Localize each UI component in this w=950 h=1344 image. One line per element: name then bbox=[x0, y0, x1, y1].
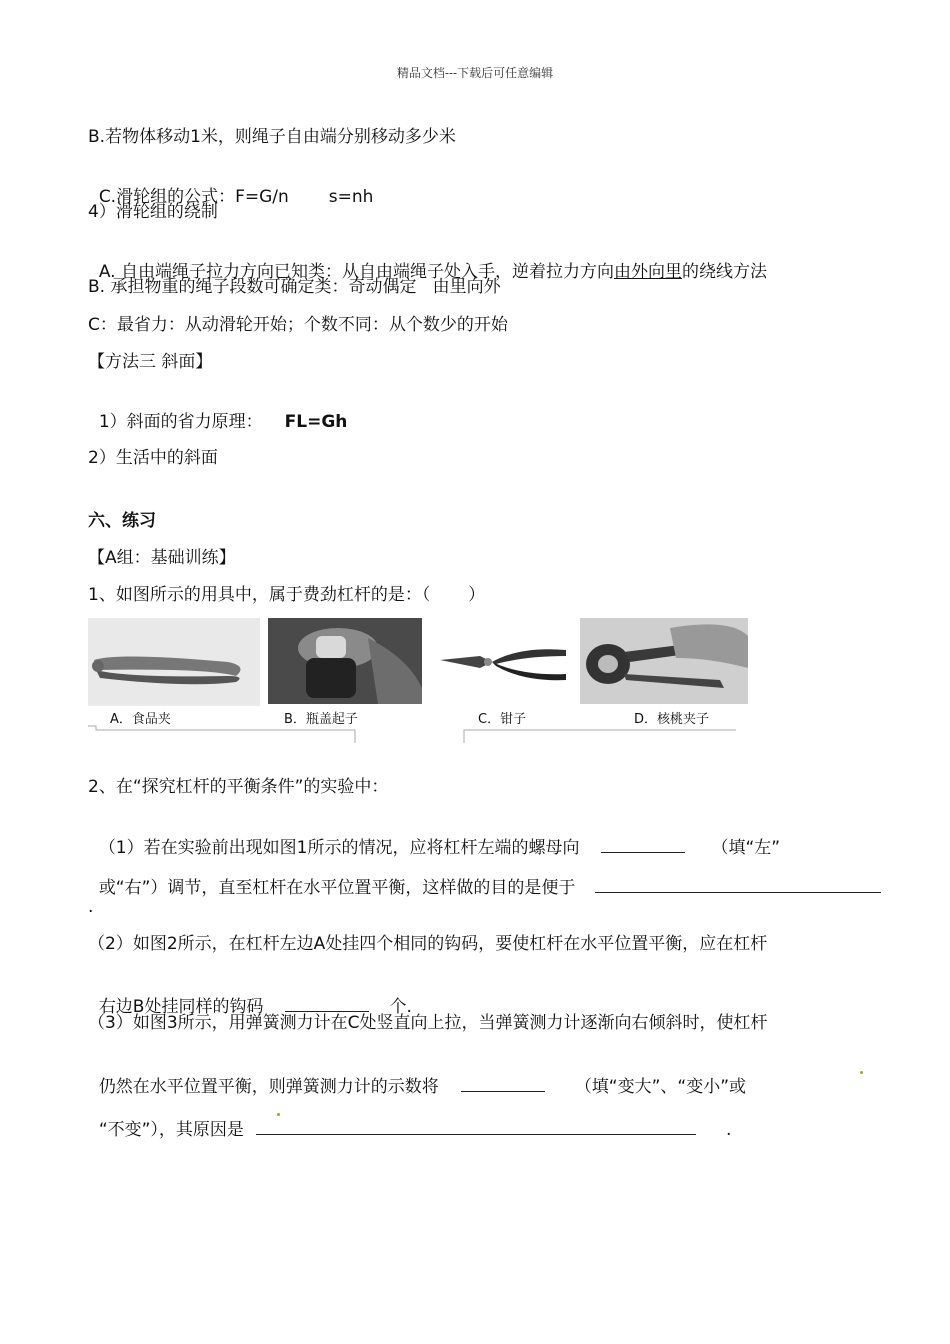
text-segment: A. 自由端绳子拉力方向已知类：从自由端绳子处入手，逆着拉力方向 bbox=[98, 262, 614, 282]
mark-dot bbox=[860, 1071, 863, 1074]
text-segment: （1）若在实验前出现如图1所示的情况，应将杠杆左端的螺母向 bbox=[98, 838, 580, 858]
text-segment: 右边B处挂同样的钩码 bbox=[98, 997, 264, 1017]
text-segment: 或“右”）调节，直至杠杆在水平位置平衡，这样做的目的是便于 bbox=[98, 878, 576, 898]
text-line: 2）生活中的斜面 bbox=[88, 448, 218, 468]
text-segment: “不变”），其原因是 bbox=[98, 1120, 244, 1140]
text-segment: （填“变大”、“变小”或 bbox=[574, 1077, 747, 1097]
text-line bbox=[88, 1096, 731, 1141]
text-segment: 的绕线方法 bbox=[681, 262, 767, 282]
tongs-image bbox=[88, 618, 260, 704]
text-line: （3）如图3所示，用弹簧测力计在C处竖直向上拉，当弹簧测力计逐渐向右倾斜时，使杠杆 bbox=[88, 1013, 768, 1033]
text-segment: 1）斜面的省力原理： bbox=[98, 412, 263, 432]
caption-d: D．核桃夹子 bbox=[634, 712, 710, 727]
section-title: 六、练习 bbox=[88, 511, 156, 531]
question-1: 1、如图所示的用具中，属于费劲杠杆的是：（ ） bbox=[88, 585, 486, 605]
text-segment: . bbox=[725, 1120, 732, 1140]
text-segment: 个. bbox=[389, 997, 412, 1017]
text-line: （2）如图2所示，在杠杆左边A处挂四个相同的钩码，要使杠杆在水平位置平衡，应在杠杆 bbox=[88, 934, 768, 954]
text-line bbox=[88, 1053, 746, 1098]
text-line: C：最省力：从动滑轮开始；个数不同：从个数少的开始 bbox=[88, 315, 508, 335]
text-line: B. 承担物重的绳子段数可确定类：奇动偶定 由里向外 bbox=[88, 277, 501, 297]
text-segment: （填“左” bbox=[711, 838, 781, 858]
nutcracker-image bbox=[580, 618, 748, 704]
question-2: 2、在“探究杠杆的平衡条件”的实验中： bbox=[88, 777, 389, 797]
answer-blank[interactable] bbox=[256, 1118, 696, 1135]
group-heading: 【A组：基础训练】 bbox=[88, 548, 236, 568]
caption-b: B．瓶盖起子 bbox=[284, 712, 358, 727]
pliers-image bbox=[430, 618, 570, 704]
text-segment: 仍然在水平位置平衡，则弹簧测力计的示数将 bbox=[98, 1077, 439, 1097]
section-heading: 【方法三 斜面】 bbox=[88, 352, 213, 372]
answer-blank[interactable] bbox=[285, 995, 369, 1012]
underlined-text: 由外向里 bbox=[613, 262, 682, 282]
caption-a: A．食品夹 bbox=[110, 712, 171, 727]
answer-blank[interactable] bbox=[461, 1075, 545, 1092]
formula-text: C.滑轮组的公式：F=G/n bbox=[98, 187, 289, 207]
text-line bbox=[88, 814, 780, 859]
answer-blank[interactable] bbox=[595, 876, 881, 893]
text-line bbox=[88, 389, 347, 433]
text-line bbox=[88, 854, 881, 899]
mark-dot bbox=[277, 1113, 280, 1116]
page-header: 精品文档---下载后可任意编辑 bbox=[396, 66, 554, 80]
caption-c: C．钳子 bbox=[478, 712, 527, 727]
text-line: . bbox=[88, 897, 94, 917]
text-line: B.若物体移动1米，则绳子自由端分别移动多少米 bbox=[88, 127, 456, 147]
formula-text: s=nh bbox=[328, 187, 374, 207]
formula-text: FL=Gh bbox=[284, 412, 348, 432]
bottle-opener-image bbox=[268, 618, 422, 704]
answer-blank[interactable] bbox=[601, 836, 685, 853]
tools-figure bbox=[88, 618, 748, 728]
text-line: 4）滑轮组的绕制 bbox=[88, 202, 218, 222]
